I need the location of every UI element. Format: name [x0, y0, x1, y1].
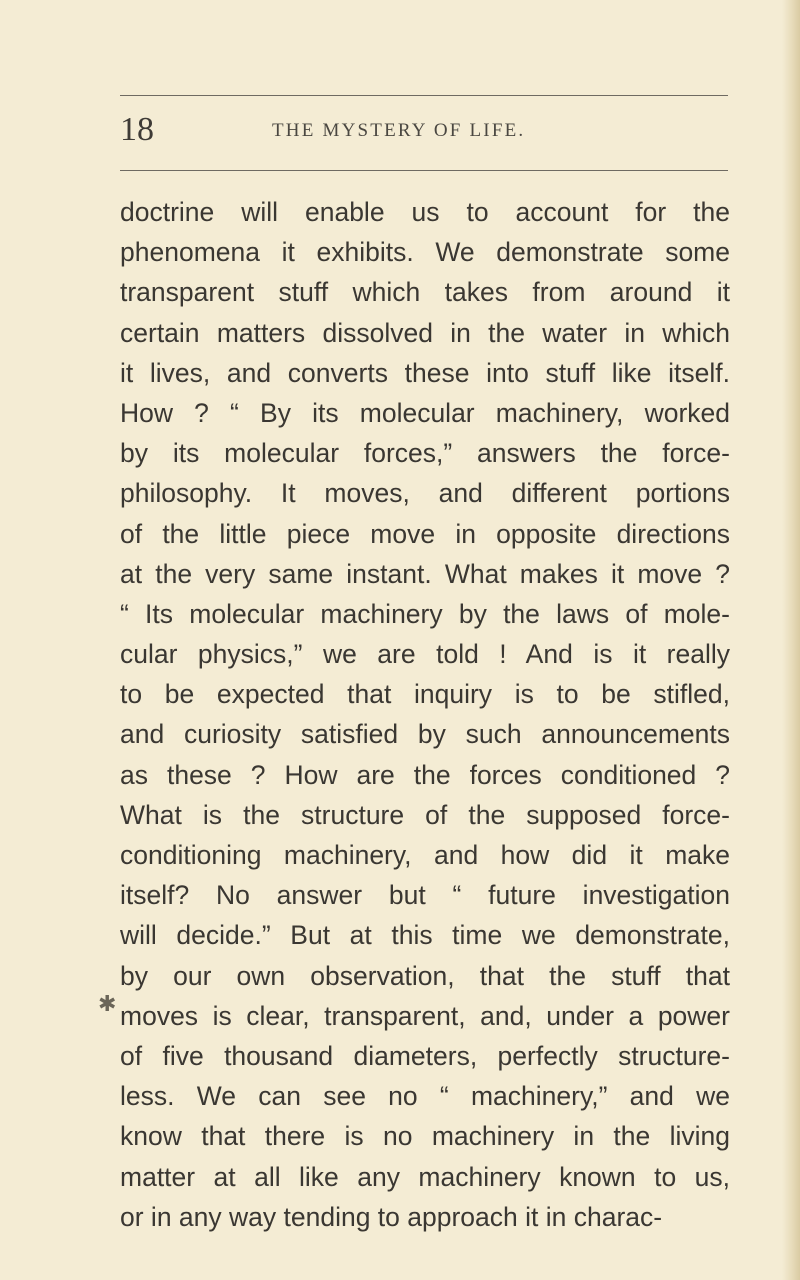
text-line: doctrine will enable us to account for the	[120, 197, 730, 227]
header-rule-bottom	[120, 170, 728, 171]
text-line: phenomena it exhibits. We demonstrate some	[120, 237, 730, 268]
header-rule-top	[120, 95, 728, 96]
running-head	[120, 110, 728, 150]
text-line: philosophy. It moves, and different portions	[120, 478, 730, 509]
running-title: THE MYSTERY OF LIFE.	[272, 120, 526, 141]
text-line: as these ? How are the forces conditioned ?	[120, 759, 730, 790]
text-line: by its molecular forces,” answers the force-	[120, 438, 730, 469]
text-line: or in any way tending to approach it in charac-	[120, 1201, 663, 1232]
text-line: How ? “ By its molecular machinery, worked	[120, 397, 730, 428]
text-line: moves is clear, transparent, and, under a power	[120, 1000, 730, 1031]
page-edge	[782, 0, 800, 1280]
text-line: of five thousand diameters, perfectly structure-	[120, 1040, 730, 1071]
margin-mark-icon: ✱	[98, 992, 117, 1017]
text-line: of the little piece move in opposite directions	[120, 518, 730, 549]
text-line: it lives, and converts these into stuff like itself.	[120, 357, 730, 388]
text-line: and curiosity satisfied by such announcements	[120, 719, 730, 750]
body-text	[120, 192, 730, 1237]
text-line: transparent stuff which takes from around it	[120, 277, 730, 308]
text-line: conditioning machinery, and how did it make	[120, 840, 730, 870]
text-line: to be expected that inquiry is to be stifled,	[120, 679, 730, 710]
text-line: less. We can see no “ machinery,” and we	[120, 1081, 730, 1112]
text-line: cular physics,” we are told ! And is it really	[120, 639, 730, 670]
text-line: certain matters dissolved in the water in which	[120, 317, 730, 348]
text-line: at the very same instant. What makes it move ?	[120, 558, 730, 589]
text-line: What is the structure of the supposed force-	[120, 799, 730, 830]
text-line: “ Its molecular machinery by the laws of mole-	[120, 598, 730, 629]
text-line: by our own observation, that the stuff that	[120, 960, 730, 991]
text-line: matter at all like any machinery known to us,	[120, 1161, 730, 1192]
text-line: itself? No answer but “ future investigation	[120, 880, 730, 911]
text-line: know that there is no machinery in the living	[120, 1121, 730, 1152]
page-number: 18	[120, 111, 154, 148]
text-line: will decide.” But at this time we demonstrate,	[120, 920, 730, 951]
